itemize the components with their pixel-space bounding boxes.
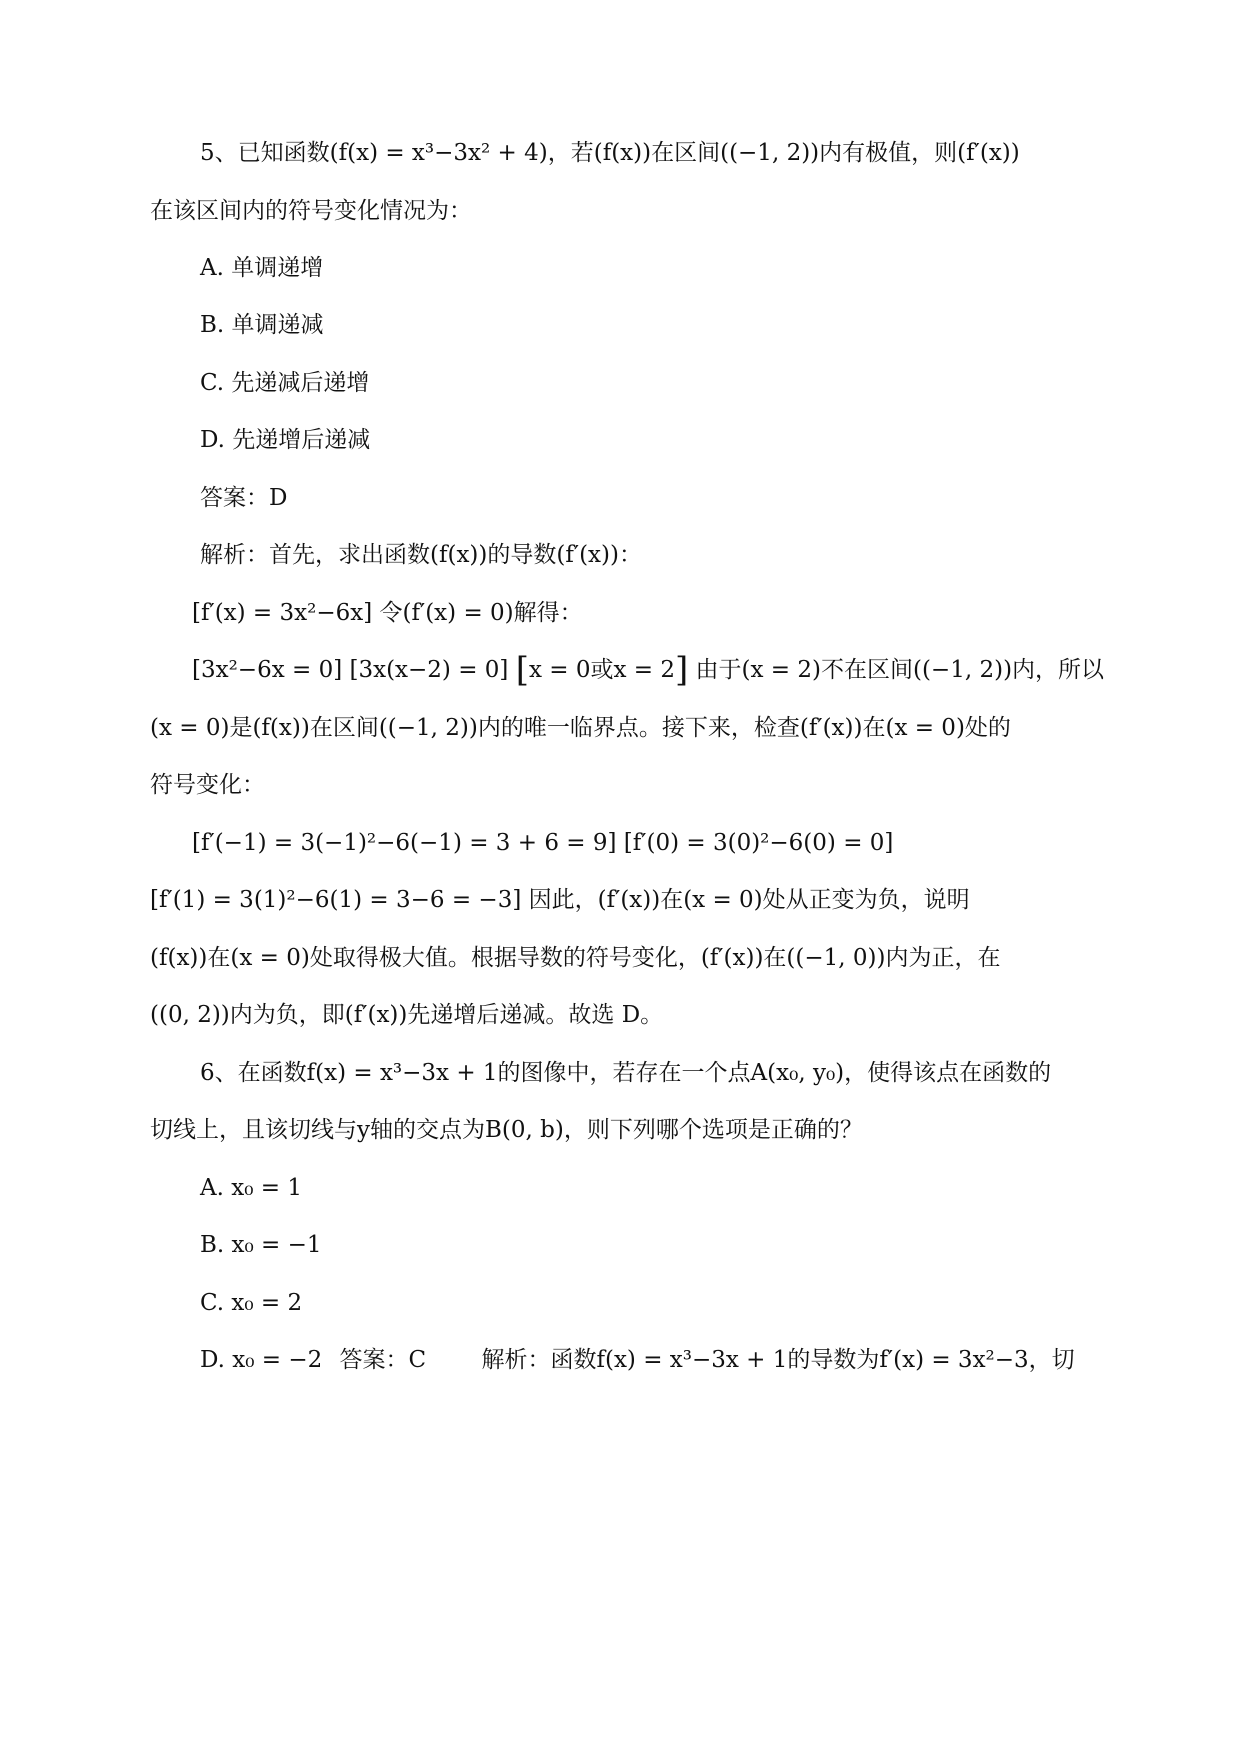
left-bracket: [ — [515, 650, 529, 690]
q6-option-a: A. x₀ = 1 — [200, 1175, 302, 1201]
q5-solve-note: 由于(x = 2)不在区间((−1, 2))内，所以 — [688, 657, 1105, 683]
q5-solve-roots: x = 0或x = 2 — [528, 657, 675, 683]
q5-option-d: D. 先递增后递减 — [200, 427, 371, 453]
q6-option-b: B. x₀ = −1 — [200, 1232, 322, 1258]
q5-analysis-intro: 解析：首先，求出函数(f(x))的导数(f′(x))： — [200, 542, 642, 568]
q5-critical-line1: (x = 0)是(f(x))在区间((−1, 2))内的唯一临界点。接下来，检查(f′(x))在(x = 0)处的 — [150, 715, 1011, 741]
q6-option-c: C. x₀ = 2 — [200, 1290, 303, 1316]
q6-stem-line2: 切线上，且该切线与y轴的交点为B(0, b)，则下列哪个选项是正确的？ — [150, 1117, 863, 1143]
q6-option-d: D. x₀ = −2 — [200, 1347, 323, 1373]
q5-answer: 答案：D — [200, 485, 288, 511]
q5-conclusion-line2: ((0, 2))内为负，即(f′(x))先递增后递减。故选 D。 — [150, 1002, 664, 1028]
q5-critical-line2: 符号变化： — [150, 772, 265, 798]
q5-option-c: C. 先递减后递增 — [200, 370, 370, 396]
q5-stem-line2: 在该区间内的符号变化情况为： — [150, 198, 472, 224]
q5-option-a: A. 单调递增 — [200, 255, 324, 281]
q6-answer: 答案：C — [339, 1347, 427, 1373]
right-bracket: ] — [674, 650, 689, 690]
q6-stem-line1: 6、在函数f(x) = x³−3x + 1的图像中，若存在一个点A(x₀, y₀)，使得该点在函数的 — [200, 1060, 1052, 1086]
q5-option-b: B. 单调递减 — [200, 312, 324, 338]
q5-conclusion-line1: (f(x))在(x = 0)处取得极大值。根据导数的符号变化，(f′(x))在((−1, 0))内为正，在 — [150, 945, 1001, 971]
q5-solve-line — [192, 650, 1105, 690]
q6-analysis: 解析：函数f(x) = x³−3x + 1的导数为f′(x) = 3x²−3，切 — [481, 1347, 1075, 1373]
q6-last-line — [200, 1345, 1075, 1375]
q5-derivative-line: [f′(x) = 3x²−6x] 令(f′(x) = 0)解得： — [192, 600, 583, 626]
q5-stem-line1: 5、已知函数(f(x) = x³−3x² + 4)，若(f(x))在区间((−1, 2))内有极值，则(f′(x)) — [200, 140, 1020, 166]
q5-eval-line2: [f′(1) = 3(1)²−6(1) = 3−6 = −3] 因此，(f′(x))在(x = 0)处从正变为负，说明 — [150, 887, 970, 913]
q5-eval-line1: [f′(−1) = 3(−1)²−6(−1) = 3 + 6 = 9] [f′(0) = 3(0)²−6(0) = 0] — [192, 830, 894, 856]
q5-solve-equations: [3x²−6x = 0] [3x(x−2) = 0] — [192, 657, 516, 683]
